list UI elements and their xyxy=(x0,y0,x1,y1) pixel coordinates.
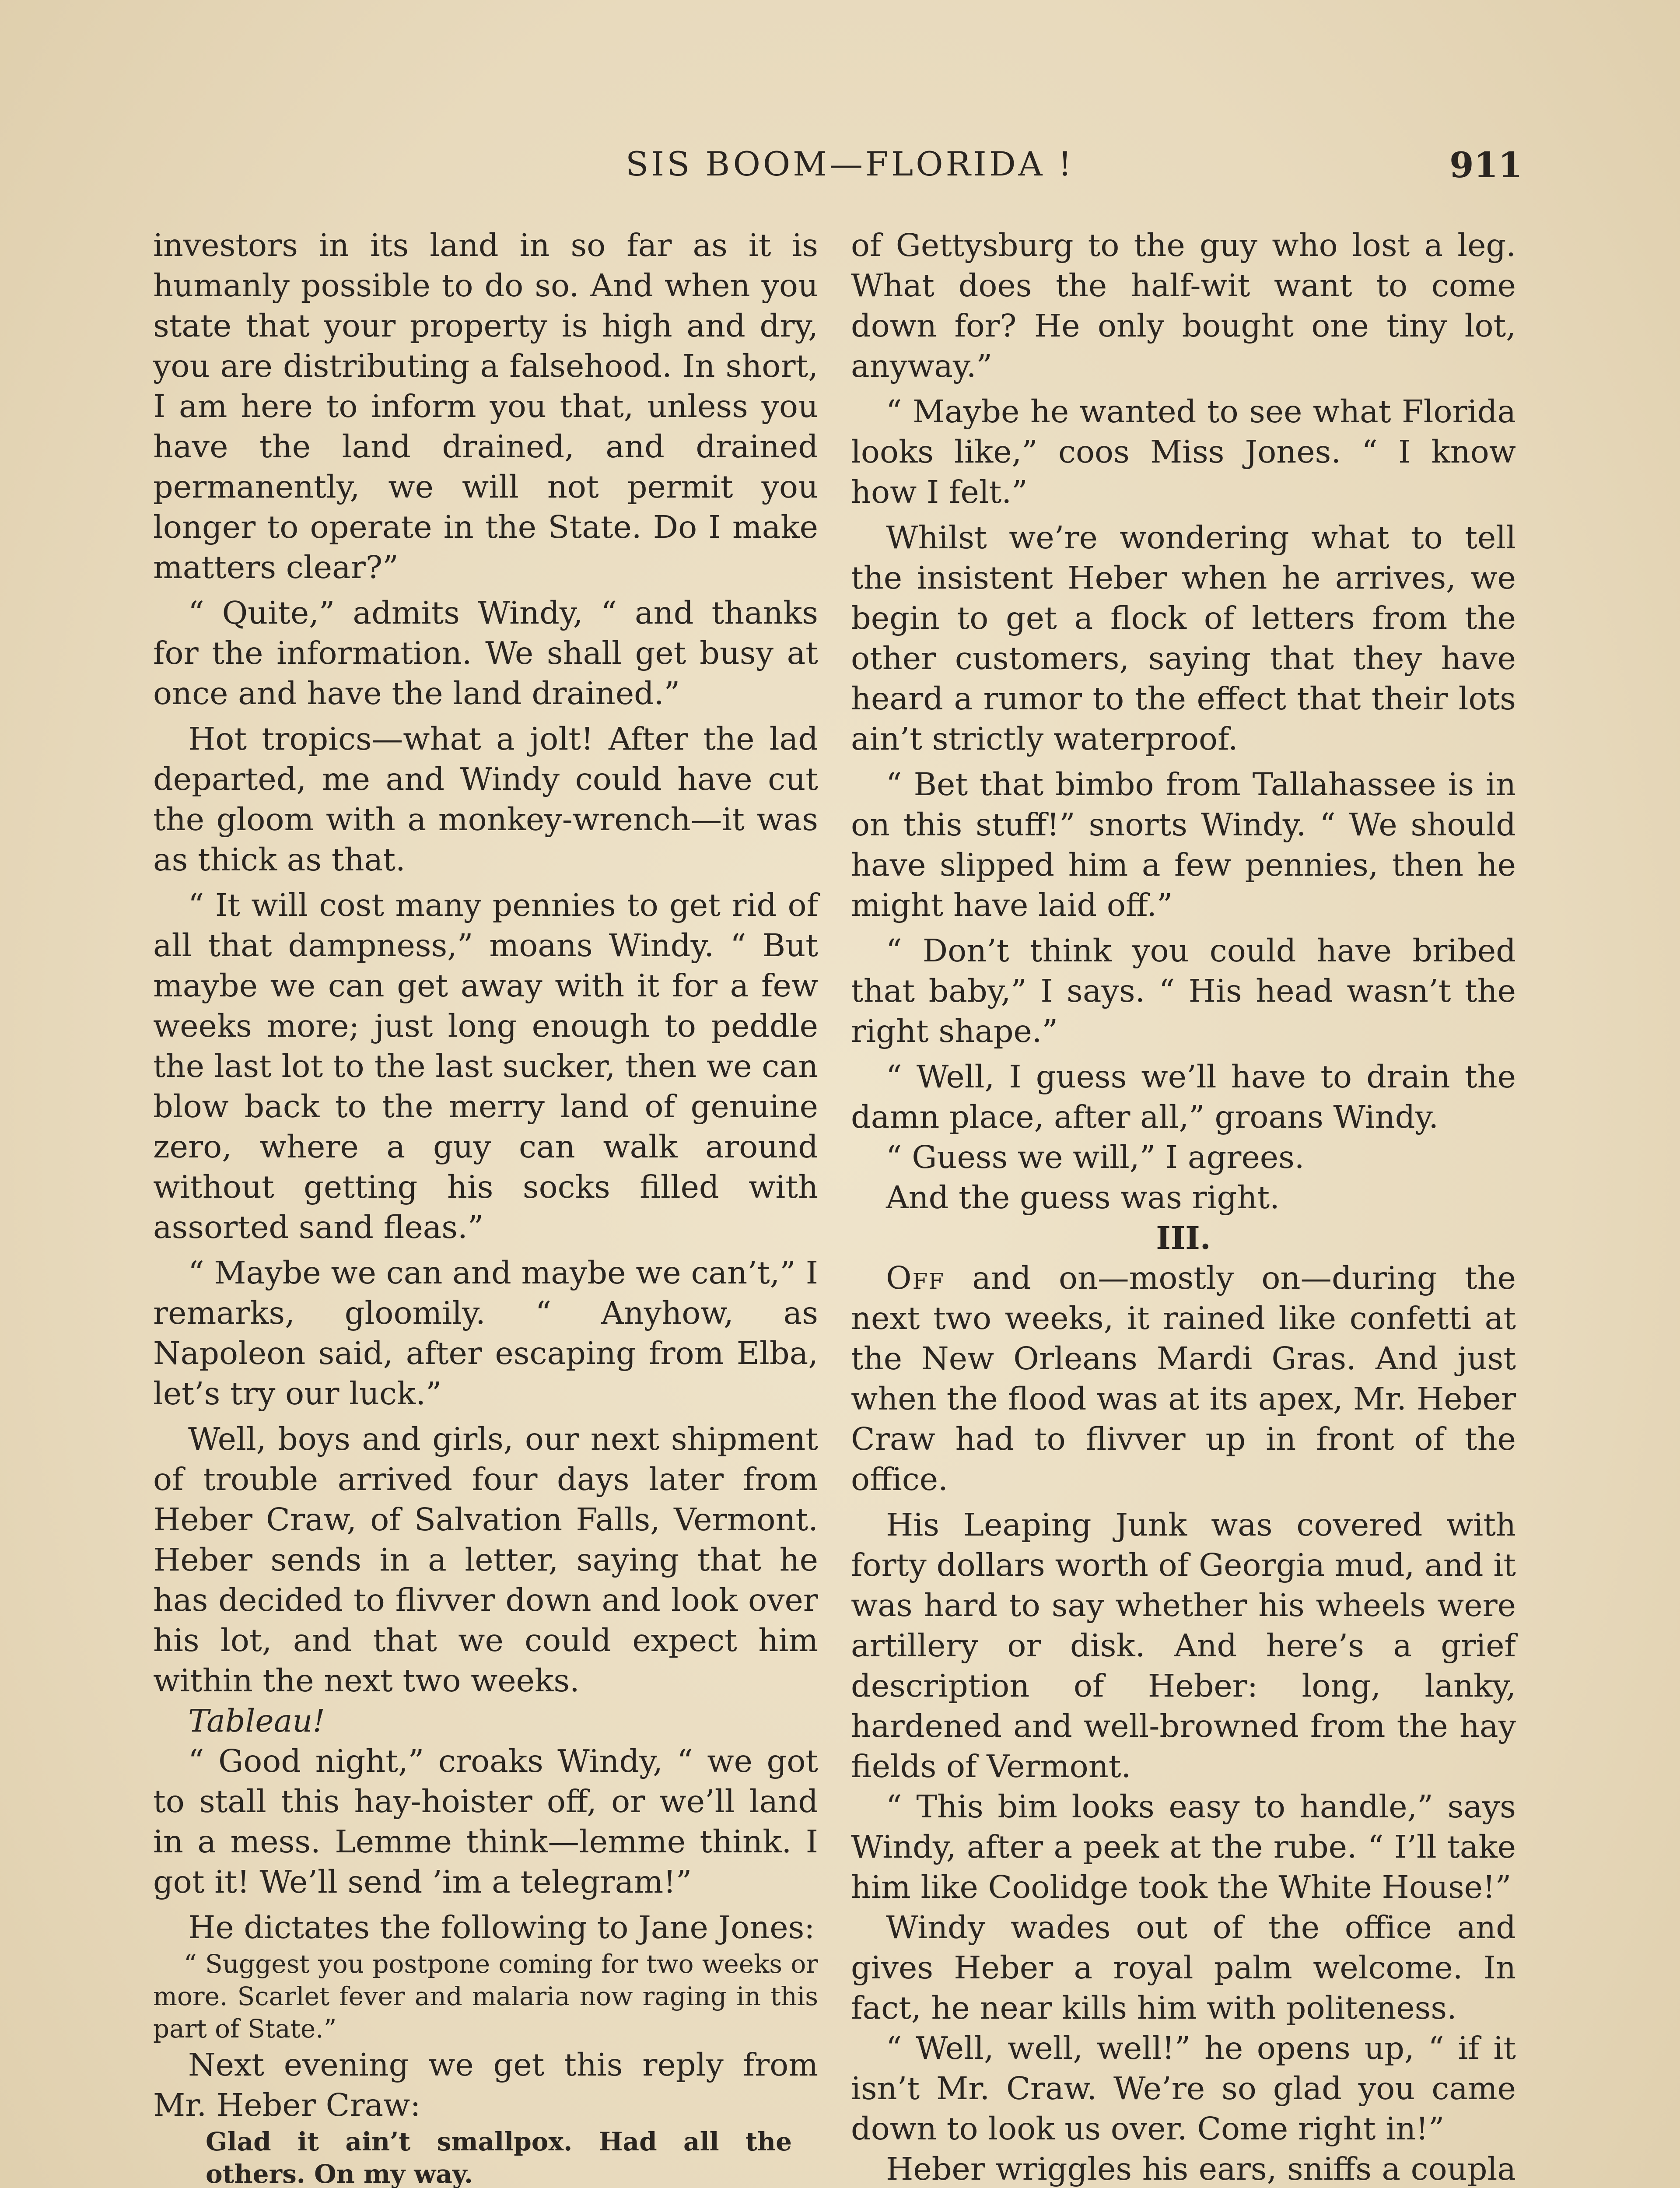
telegram-quote: “ Suggest you postpone coming for two weeks or more. Scarlet fever and malaria now raging in this part of State.” xyxy=(153,1949,818,2044)
page-number: 911 xyxy=(1449,144,1522,186)
running-title: SIS BOOM—FLORIDA ! xyxy=(626,144,1074,183)
page-header xyxy=(158,144,1522,197)
paragraph: And the guess was right. xyxy=(886,1179,1280,1216)
right-column xyxy=(851,225,1516,2188)
paragraph: “ It will cost many pennies to get rid of all that dampness,” moans Windy. “ But maybe we can get away with it for a few weeks more; just long enough to peddle the last lot to the last sucker, then we can blow back to the merry land of genuine zero, where a guy can walk around without getting his socks filled with assorted sand fleas.” xyxy=(153,887,818,1245)
paragraph: “ This bim looks easy to handle,” says Windy, after a peek at the rube. “ I’ll take him like Coolidge took the White House!” xyxy=(851,1788,1516,1905)
paragraph: Whilst we’re wondering what to tell the insistent Heber when he arrives, we begin to get a flock of letters from the other customers, saying that they have heard a rumor to the effect that their lots ain’t strictly waterproof. xyxy=(851,519,1516,757)
paragraph: “ Quite,” admits Windy, “ and thanks for the information. We shall get busy at once and have the land drained.” xyxy=(153,595,818,712)
paragraph: “ Well, well, well!” he opens up, “ if it isn’t Mr. Craw. We’re so glad you came down to look us over. Come right in!” xyxy=(851,2030,1516,2147)
paragraph: “ Good night,” croaks Windy, “ we got to stall this hay-hoister off, or we’ll land in a mess. Lemme think—lemme think. I got it! We’ll send ’im a telegram!” xyxy=(153,1743,818,1900)
paragraph: Windy wades out of the office and gives Heber a royal palm welcome. In fact, he near kills him with politeness. xyxy=(851,1909,1516,2026)
paragraph: Well, boys and girls, our next shipment of trouble arrived four days later from Heber Craw, of Salvation Falls, Vermont. Heber sends in a letter, saying that he has decided to flivver down and look over his lot, and that we could expect him within the next two weeks. xyxy=(153,1421,818,1699)
left-column xyxy=(153,225,818,2188)
paragraph: “ Don’t think you could have bribed that baby,” I says. “ His head wasn’t the right shape.” xyxy=(851,933,1516,1049)
section-heading: III. xyxy=(1156,1220,1211,1256)
paragraph: of Gettysburg to the guy who lost a leg. What does the half-wit want to come down for? He only bought one tiny lot, anyway.” xyxy=(851,227,1516,384)
paragraph: “ Bet that bimbo from Tallahassee is in on this stuff!” snorts Windy. “ We should have slipped him a few pennies, then he might have laid off.” xyxy=(851,766,1516,923)
paragraph xyxy=(851,1258,1516,1500)
paragraph: He dictates the following to Jane Jones: xyxy=(188,1909,815,1946)
paragraph: Next evening we get this reply from Mr. Heber Craw: xyxy=(153,2047,818,2123)
paragraph: “ Maybe he wanted to see what Florida looks like,” coos Miss Jones. “ I know how I felt.” xyxy=(851,393,1516,510)
paragraph: Tableau! xyxy=(188,1703,326,1739)
paragraph: investors in its land in so far as it is humanly possible to do so. And when you state that your property is high and dry, you are distributing a falsehood. In short, I am here to inform you that, unless you have the land drained, and drained permanently, we will not permit you longer to operate in the State. Do I make matters clear?” xyxy=(153,227,818,586)
paragraph: “ Well, I guess we’ll have to drain the damn place, after all,” groans Windy. xyxy=(851,1059,1516,1135)
paragraph: Hot tropics—what a jolt! After the lad departed, me and Windy could have cut the gloom with a monkey-wrench—it was as thick as that. xyxy=(153,721,818,878)
small-caps-lead: Off xyxy=(886,1260,945,1296)
telegram-reply: Glad it ain’t smallpox. Had all the others. On my way. xyxy=(206,2127,792,2188)
paragraph: “ Guess we will,” I agrees. xyxy=(886,1139,1305,1175)
paragraph-text: and on—mostly on—during the next two weeks, it rained like confetti at the New Orleans Mardi Gras. And just when the flood was at its apex, Mr. Heber Craw had to flivver up in front of the office. xyxy=(851,1260,1516,1497)
paragraph: Heber wriggles his ears, sniffs a coupla xyxy=(886,2151,1516,2187)
paragraph: His Leaping Junk was covered with forty dollars worth of Georgia mud, and it was hard to say whether his wheels were artillery or disk. And here’s a grief description of Heber: long, lanky, hardened and well-browned from the hay fields of Vermont. xyxy=(851,1507,1516,1785)
paragraph: “ Maybe we can and maybe we can’t,” I remarks, gloomily. “ Anyhow, as Napoleon said, after escaping from Elba, let’s try our luck.” xyxy=(153,1255,818,1412)
